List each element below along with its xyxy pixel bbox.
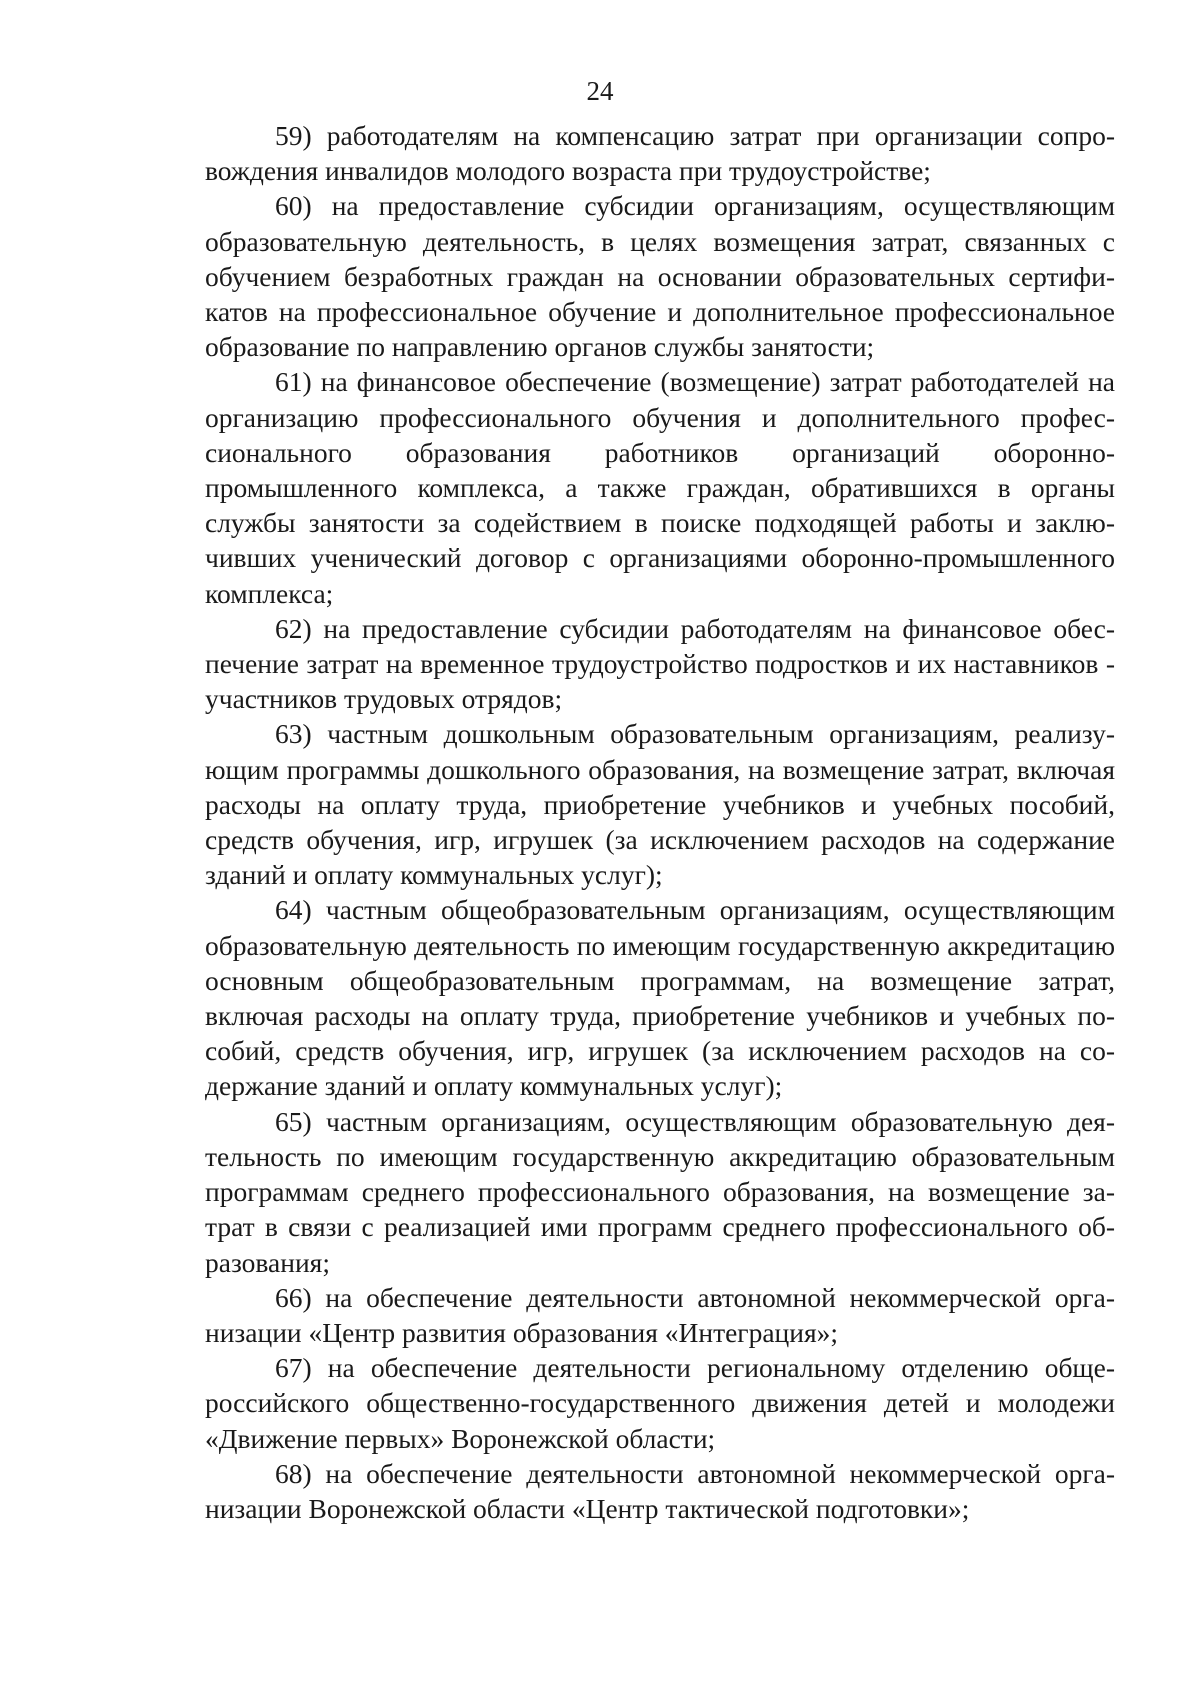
paragraph-60: 60) на предоставление субсидии организациям, осуществляющим образовательную деятельность, в целях возмещения затрат, связанных с обучением безработных граждан на основании образовательных сертификатов на профессиональное обучение и дополнительное профессиональное образование по направлению органов службы занятости;: [205, 190, 1115, 363]
paragraph-63: 63) частным дошкольным образовательным организациям, реализующим программы дошкольного образования, на возмещение затрат, включая расходы на оплату труда, приобретение учебников и учебных пособий, средств обучения, игр, игрушек (за исключением расходов на содержание зданий и оплату коммунальных услуг);: [205, 718, 1115, 891]
document-body: [205, 118, 1115, 1526]
paragraph-67: 67) на обеспечение деятельности региональному отделению общероссийского общественно-государственного движения детей и молодежи «Движение первых» Воронежской области;: [205, 1352, 1115, 1454]
paragraph-62: 62) на предоставление субсидии работодателям на финансовое обеспечение затрат на временное трудоустройство подростков и их наставников - участников трудовых отрядов;: [205, 612, 1115, 715]
paragraph-68: 68) на обеспечение деятельности автономной некоммерческой организации Воронежской области «Центр тактической подготовки»;: [205, 1457, 1115, 1524]
paragraph-66: 66) на обеспечение деятельности автономной некоммерческой организации «Центр развития образования «Интеграция»;: [205, 1281, 1115, 1348]
page-number: 24: [586, 76, 614, 106]
paragraph-64: 64) частным общеобразовательным организациям, осуществляющим образовательную деятельность по имеющим государственную аккредитацию основным общеобразовательным программам, на возмещение затрат, включая расходы на оплату труда, приобретение учебников и учебных пособий, средств обучения, игр, игрушек (за исключением расходов на содержание зданий и оплату коммунальных услуг);: [205, 894, 1115, 1102]
paragraph-65: 65) частным организациям, осуществляющим образовательную деятельность по имеющим государственную аккредитацию образовательным программам среднего профессионального образования, на возмещение затрат в связи с реализацией ими программ среднего профессионального образования;: [205, 1105, 1115, 1278]
paragraph-61: 61) на финансовое обеспечение (возмещение) затрат работодателей на организацию профессионального обучения и дополнительного профессионального образования работников организаций оборонно-промышленного комплекса, а также граждан, обратившихся в органы службы занятости за содействием в поиске подходящей работы и заключивших ученический договор с организациями оборонно-промышленного комплекса;: [205, 366, 1115, 609]
paragraph-59: 59) работодателям на компенсацию затрат при организации сопровождения инвалидов молодого возраста при трудоустройстве;: [205, 120, 1115, 187]
